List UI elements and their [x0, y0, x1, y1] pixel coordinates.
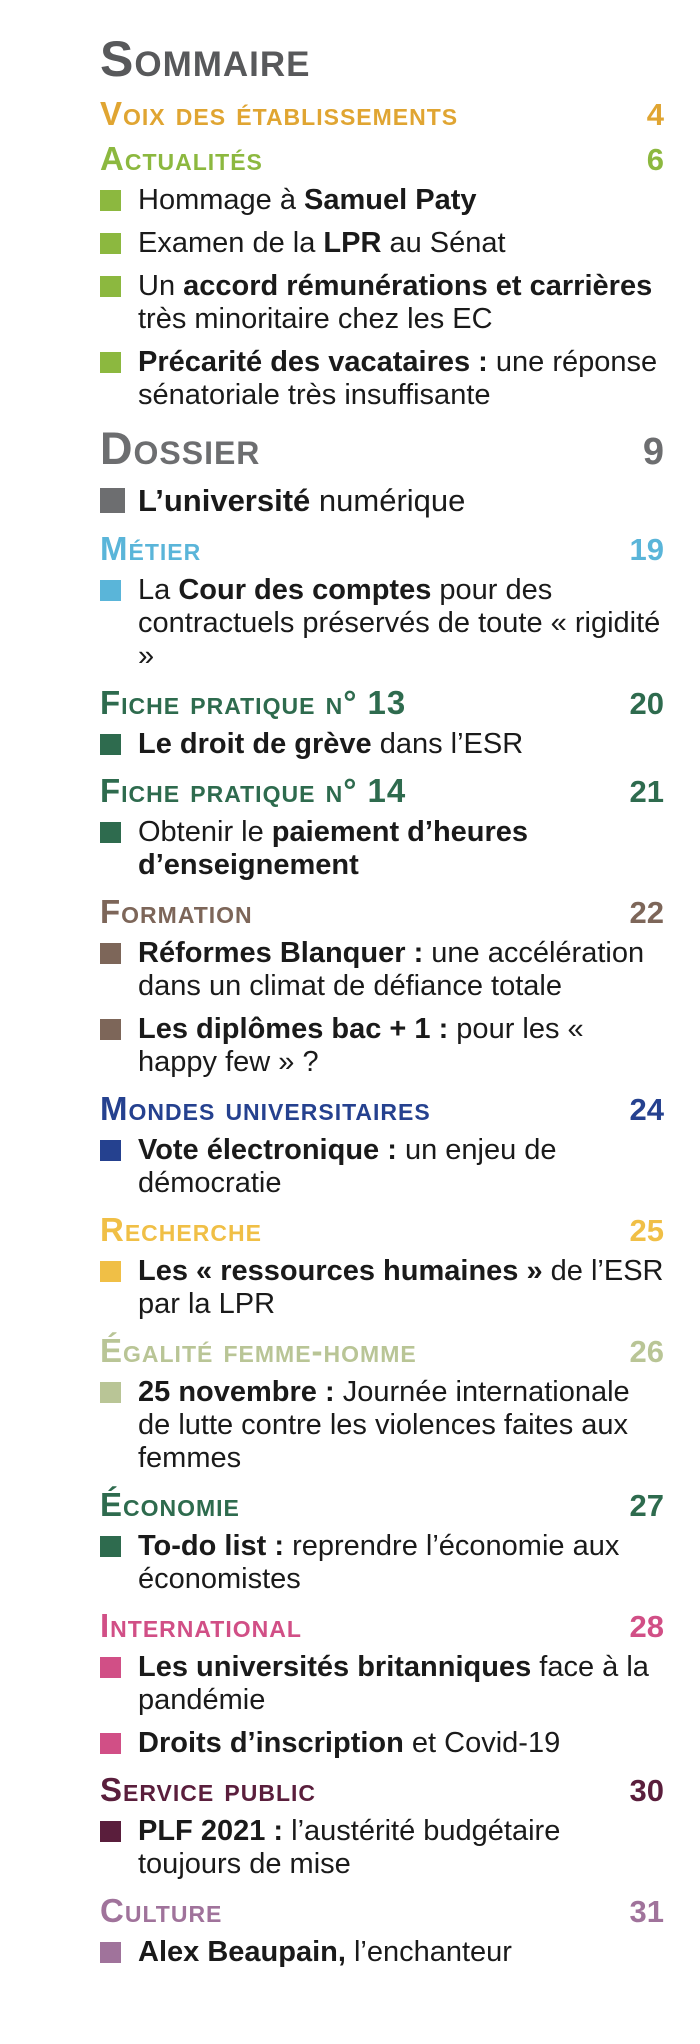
section-heading[interactable]: [100, 94, 664, 135]
square-bullet-icon: [100, 190, 121, 211]
article-text: une réponse sénatoriale très insuffisante: [138, 346, 658, 411]
square-bullet-icon: [100, 1140, 121, 1161]
article-text: pour les « happy few » ?: [138, 1013, 584, 1078]
article-highlight-text: Droits d’inscription: [138, 1727, 404, 1759]
article-text: Hommage à: [138, 184, 305, 216]
square-bullet-icon: [100, 1019, 121, 1040]
article-list: [100, 937, 664, 1079]
article-highlight-text: Réformes Blanquer :: [138, 937, 424, 969]
article-entry[interactable]: [100, 816, 664, 882]
section-title: Service public: [100, 1771, 317, 1808]
square-bullet-icon: [100, 580, 121, 601]
square-bullet-icon: [100, 488, 125, 513]
section-heading[interactable]: [100, 139, 664, 180]
article-text: un enjeu de démocratie: [138, 1134, 557, 1199]
article-highlight-text: LPR: [323, 227, 382, 259]
article-text: pour des contractuels préservés de toute « rigidité »: [138, 574, 661, 672]
article-entry[interactable]: [100, 1530, 664, 1596]
article-list: [100, 1255, 664, 1321]
article-text: Examen de la: [138, 227, 324, 259]
section-heading[interactable]: [100, 1210, 664, 1251]
square-bullet-icon: [100, 352, 121, 373]
article-highlight-text: Cour des comptes: [178, 574, 432, 606]
square-bullet-icon: [100, 1733, 121, 1754]
section-page-number: 20: [629, 686, 664, 721]
square-bullet-icon: [100, 1942, 121, 1963]
article-entry[interactable]: [100, 1815, 664, 1881]
article-text: face à la pandémie: [138, 1651, 649, 1716]
section-heading[interactable]: [100, 1485, 664, 1526]
section-page-number: 9: [642, 431, 664, 473]
section-title: Fiche pratique n° 14: [100, 772, 407, 809]
article-list: [100, 1376, 664, 1475]
section-heading[interactable]: [100, 683, 664, 724]
article-entry[interactable]: [100, 1651, 664, 1717]
article-entry[interactable]: [100, 728, 664, 761]
article-text: de l’ESR par la LPR: [138, 1255, 664, 1320]
section-page-number: 4: [646, 97, 664, 132]
article-list: [100, 574, 664, 673]
article-text: numérique: [310, 483, 466, 518]
section-heading[interactable]: [100, 892, 664, 933]
article-text: La: [138, 574, 179, 606]
article-highlight-text: Les « ressources humaines »: [138, 1255, 543, 1287]
article-entry[interactable]: [100, 1936, 664, 1969]
article-entry[interactable]: [100, 1255, 664, 1321]
article-entry[interactable]: [100, 937, 664, 1003]
section-title: Métier: [100, 530, 202, 567]
section-title: Voix des établissements: [100, 95, 459, 132]
section-list: [100, 94, 664, 1969]
article-entry[interactable]: [100, 346, 664, 412]
article-text: l’austérité budgétaire toujours de mise: [138, 1815, 561, 1880]
section-title: Culture: [100, 1892, 223, 1929]
article-text: Obtenir le: [138, 816, 272, 848]
article-text: très minoritaire chez les EC: [138, 303, 493, 335]
article-highlight-text: PLF 2021 :: [138, 1815, 284, 1847]
section-heading[interactable]: [100, 1891, 664, 1932]
section-heading[interactable]: [100, 1331, 664, 1372]
article-text: dans l’ESR: [371, 728, 524, 760]
article-highlight-text: Vote électronique :: [138, 1134, 397, 1166]
square-bullet-icon: [100, 1657, 121, 1678]
square-bullet-icon: [100, 734, 121, 755]
article-highlight-text: paiement d’heures d’enseignement: [138, 816, 529, 881]
section-page-number: 19: [629, 532, 664, 567]
article-text: Journée internationale de lutte contre les violences faites aux femmes: [138, 1376, 630, 1474]
section-title: Dossier: [100, 423, 261, 474]
article-list: [100, 816, 664, 882]
article-list: [100, 483, 664, 519]
article-list: [100, 1530, 664, 1596]
article-highlight-text: Précarité des vacataires :: [138, 346, 488, 378]
section-title: Recherche: [100, 1211, 262, 1248]
section-title: Mondes universitaires: [100, 1090, 431, 1127]
section-title: Économie: [100, 1486, 240, 1523]
section-page-number: 28: [629, 1609, 664, 1644]
section-heading[interactable]: [100, 1606, 664, 1647]
square-bullet-icon: [100, 233, 121, 254]
square-bullet-icon: [100, 1536, 121, 1557]
section-title: Égalité femme-homme: [100, 1332, 417, 1369]
article-entry[interactable]: [100, 483, 664, 519]
article-entry[interactable]: [100, 184, 664, 217]
section-title: Actualités: [100, 140, 263, 177]
section-page-number: 25: [629, 1213, 664, 1248]
article-entry[interactable]: [100, 574, 664, 673]
article-list: [100, 184, 664, 412]
article-text: l’enchanteur: [345, 1936, 512, 1968]
section-heading[interactable]: [100, 1089, 664, 1130]
section-page-number: 30: [629, 1773, 664, 1808]
section-page-number: 26: [629, 1334, 664, 1369]
square-bullet-icon: [100, 1382, 121, 1403]
page-title: Sommaire: [100, 31, 311, 87]
article-highlight-text: Les universités britanniques: [138, 1651, 532, 1683]
article-highlight-text: Le droit de grève: [138, 728, 372, 760]
article-text: reprendre l’économie aux économistes: [138, 1530, 620, 1595]
section-page-number: 27: [629, 1488, 664, 1523]
section-heading[interactable]: [100, 529, 664, 570]
article-highlight-text: Samuel Paty: [304, 184, 477, 216]
section-page-number: 24: [629, 1092, 664, 1127]
section-page-number: 22: [629, 895, 664, 930]
section-heading[interactable]: [100, 422, 664, 479]
article-entry[interactable]: [100, 1134, 664, 1200]
article-highlight-text: Alex Beaupain,: [138, 1936, 346, 1968]
section-title: International: [100, 1607, 302, 1644]
section-page-number: 21: [629, 774, 664, 809]
article-entry[interactable]: [100, 270, 664, 336]
article-entry[interactable]: [100, 1376, 664, 1475]
article-list: [100, 728, 664, 761]
article-entry[interactable]: [100, 1013, 664, 1079]
square-bullet-icon: [100, 1821, 121, 1842]
section-title: Formation: [100, 893, 253, 930]
section-page-number: 6: [646, 142, 664, 177]
square-bullet-icon: [100, 822, 121, 843]
article-list: [100, 1936, 664, 1969]
section-heading[interactable]: [100, 1770, 664, 1811]
article-text: Un: [138, 270, 184, 302]
article-list: [100, 1651, 664, 1760]
article-highlight-text: L’université: [138, 483, 311, 518]
article-entry[interactable]: [100, 227, 664, 260]
section-title: Fiche pratique n° 13: [100, 684, 407, 721]
article-list: [100, 1815, 664, 1881]
square-bullet-icon: [100, 276, 121, 297]
article-entry[interactable]: [100, 1727, 664, 1760]
article-list: [100, 1134, 664, 1200]
square-bullet-icon: [100, 1261, 121, 1282]
article-text: au Sénat: [381, 227, 506, 259]
section-heading[interactable]: [100, 771, 664, 812]
article-highlight-text: To-do list :: [138, 1530, 285, 1562]
section-page-number: 31: [629, 1894, 664, 1929]
article-highlight-text: 25 novembre :: [138, 1376, 335, 1408]
square-bullet-icon: [100, 943, 121, 964]
article-highlight-text: Les diplômes bac + 1 :: [138, 1013, 449, 1045]
article-highlight-text: accord rémunérations et carrières: [183, 270, 653, 302]
article-text: une accélération dans un climat de défiance totale: [138, 937, 645, 1002]
article-text: et Covid-19: [403, 1727, 561, 1759]
